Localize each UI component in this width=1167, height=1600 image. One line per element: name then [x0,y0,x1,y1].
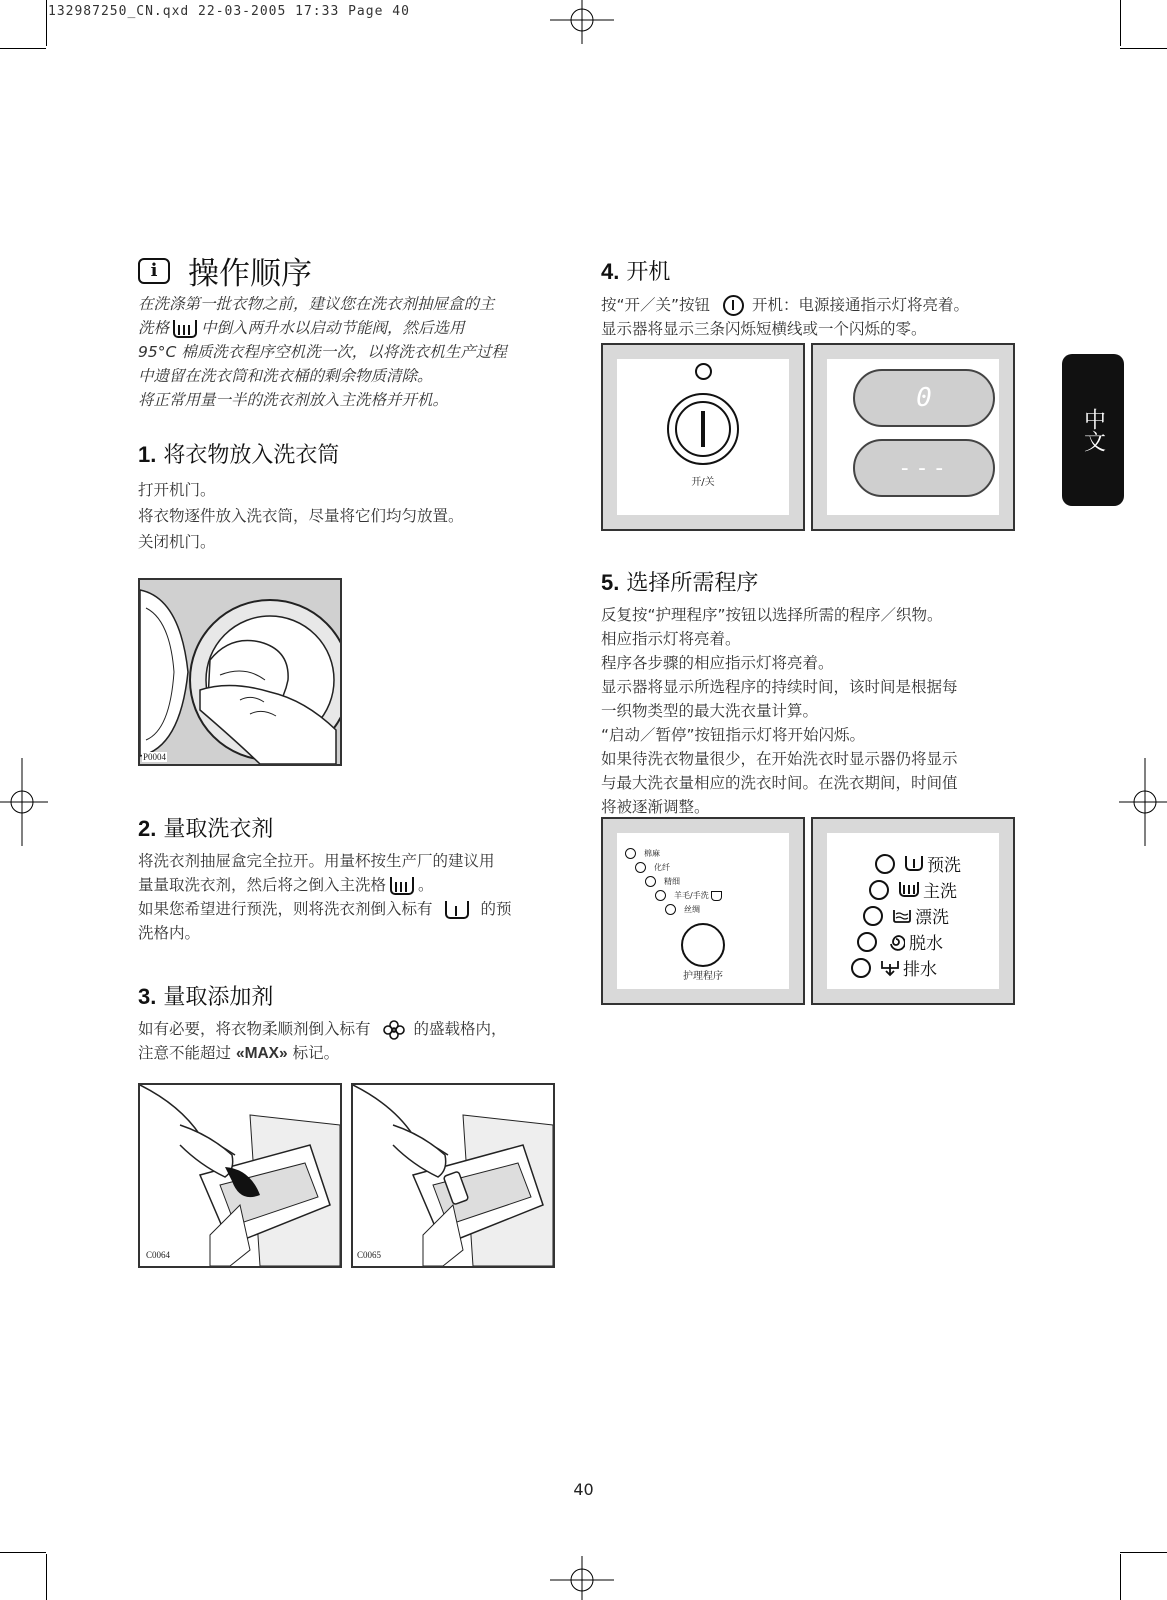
crop-mark [1120,0,1121,46]
text-line: 如果待洗衣物量很少，在开始洗衣时显示器仍将显示 [601,750,958,768]
program-item[interactable] [625,847,722,861]
text: 开机：电源接通指示灯将亮着。 [752,296,970,314]
paragraph: 将衣物逐件放入洗衣筒，尽量将它们均匀放置。 [138,507,464,525]
crop-mark [1120,1552,1167,1553]
paragraph: 打开机门。 [138,481,216,499]
text: 标记。 [292,1044,340,1062]
indicator-light [863,906,883,926]
figure-pour-detergent [138,1083,342,1268]
hand-wash-icon [711,891,722,901]
intro-text: 洗格 [138,319,170,337]
section-4-body [601,293,1031,341]
display-zero: 0 [853,369,995,427]
text-line: 与最大洗衣量相应的洗衣时间。在洗衣期间，时间值 [601,774,958,792]
program-list [625,847,722,917]
text: 注意不能超过 [138,1044,232,1062]
crop-mark [1120,1554,1121,1600]
intro-line: 将正常用量一半的洗衣剂放入主洗格并开机。 [138,391,449,409]
section-title: 开机 [626,260,671,285]
section-number: 1. [138,442,157,467]
text-line: 一织物类型的最大洗衣量计算。 [601,702,819,720]
program-item[interactable] [665,903,722,917]
main-wash-icon [173,320,197,338]
indicator-light [625,848,636,859]
figure-step-indicators [811,817,1015,1005]
language-tab-label: 中文 [1080,408,1106,452]
softener-drawer-illustration [353,1085,553,1266]
indicator-light [851,958,871,978]
crop-mark [0,48,46,49]
page-title-text: 操作顺序 [188,256,312,292]
section-number: 3. [138,984,157,1009]
text-line: 将被逐渐调整。 [601,798,710,816]
section-number: 2. [138,816,157,841]
figure-code: P0004 [143,752,167,762]
section-1-heading [138,438,339,469]
registration-mark-right [1119,758,1167,846]
section-3-body [138,1017,570,1066]
figure-code: C0065 [357,1250,382,1260]
section-title: 量取添加剂 [163,985,274,1010]
figure-program-selector [601,817,805,1005]
text: 如果您希望进行预洗，则将洗衣剂倒入标有 [138,900,433,918]
program-item[interactable] [655,889,722,903]
text-line [138,1041,570,1066]
softener-flower-icon [383,1020,405,1040]
program-label: 化纤 [654,863,670,872]
step-label: 预洗 [927,856,961,876]
text-line: 显示器将显示所选程序的持续时间，该时间是根据每 [601,678,958,696]
program-label: 羊毛/手洗 [674,891,709,900]
text-line: “启动／暂停”按钮指示灯将开始闪烁。 [601,726,866,744]
program-knob-label: 护理程序 [683,971,723,982]
text-line: 显示器将显示三条闪烁短横线或一个闪烁的零。 [601,320,927,338]
detergent-drawer-illustration [140,1085,340,1266]
text-line: 将洗衣剂抽屉盒完全拉开。用量杯按生产厂的建议用 [138,852,495,870]
paragraph: 关闭机门。 [138,533,216,551]
display-dashes: --- [853,439,995,497]
prewash-icon [905,856,923,871]
step-main-wash [869,877,957,902]
power-bar-icon [701,411,705,447]
text-line [138,873,570,897]
text: 如有必要，将衣物柔顺剂倒入标有 [138,1020,371,1038]
crop-mark [46,0,47,46]
indicator-light [857,932,877,952]
section-1-body [138,478,568,554]
rinse-icon [893,909,911,923]
power-button[interactable] [667,393,739,465]
power-icon [723,295,744,316]
program-item[interactable] [635,861,722,875]
info-icon: i [138,258,170,284]
main-wash-icon [899,882,919,897]
section-3-heading [138,980,273,1011]
crop-mark [46,1554,47,1600]
registration-mark-top [550,0,614,48]
figure-power-button [601,343,805,531]
text-line: 相应指示灯将亮着。 [601,630,741,648]
intro-paragraph [138,292,566,412]
section-5-body [601,603,1031,819]
registration-mark-left [0,758,48,846]
section-2-heading [138,812,273,843]
program-knob[interactable] [681,923,725,967]
text: 。 [418,876,434,894]
figure-load-laundry [138,578,342,766]
section-2-body [138,849,570,945]
step-spin [857,929,943,954]
print-header: 132987250_CN.qxd 22-03-2005 17:33 Page 40 [48,4,410,19]
max-mark: «MAX» [235,1045,288,1062]
figure-display [811,343,1015,531]
page-title [138,248,312,293]
indicator-light [655,890,666,901]
figure-code: C0064 [146,1250,171,1260]
crop-mark [0,1552,46,1553]
power-button-label: 开/关 [691,477,715,488]
spin-icon [887,933,905,951]
intro-line: 在洗涤第一批衣物之前，建议您在洗衣剂抽屉盒的主 [138,295,495,313]
registration-mark-bottom [550,1556,614,1600]
text-line: 程序各步骤的相应指示灯将亮着。 [601,654,834,672]
step-label: 主洗 [923,882,957,902]
indicator-light [875,854,895,874]
prewash-icon [445,901,469,919]
section-number: 4. [601,259,620,284]
page-number: 40 [573,1480,594,1499]
text-line: 洗格内。 [138,924,201,942]
indicator-light [635,862,646,873]
step-rinse [863,903,949,928]
figure-pour-softener [351,1083,555,1268]
program-label: 棉麻 [644,849,660,858]
indicator-light [645,876,656,887]
program-label: 丝绸 [684,905,700,914]
text-line [138,1017,570,1041]
intro-line: 95°C 棉质洗衣程序空机洗一次，以将洗衣机生产过程 [138,343,507,361]
text-line [138,897,570,921]
laundry-illustration [140,580,340,764]
intro-text: 中倒入两升水以启动节能阀，然后选用 [201,319,465,337]
intro-line: 中遗留在洗衣筒和洗衣桶的剩余物质清除。 [138,367,433,385]
indicator-light [869,880,889,900]
program-label: 精细 [664,877,680,886]
step-prewash [875,851,961,876]
program-item[interactable] [645,875,722,889]
text: 的预 [480,900,512,918]
section-4-heading [601,255,670,286]
section-title: 量取洗衣剂 [163,817,274,842]
step-label: 排水 [903,960,937,980]
step-drain [851,955,937,980]
section-5-heading [601,566,758,597]
indicator-light [665,904,676,915]
section-title: 选择所需程序 [626,571,759,596]
text: 的盛载格内， [413,1020,507,1038]
crop-mark [1120,48,1167,49]
text-line: 反复按“护理程序”按钮以选择所需的程序／织物。 [601,606,943,624]
step-label: 漂洗 [915,908,949,928]
drain-icon [881,959,899,977]
text-line [601,293,1031,317]
main-wash-icon [390,877,414,895]
text: 量量取洗衣剂，然后将之倒入主洗格 [138,876,387,894]
intro-line [138,316,566,340]
section-number: 5. [601,570,620,595]
section-title: 将衣物放入洗衣筒 [163,443,340,468]
text: 按“开／关”按钮 [601,296,711,314]
power-indicator-light [695,363,712,380]
step-label: 脱水 [909,934,943,954]
